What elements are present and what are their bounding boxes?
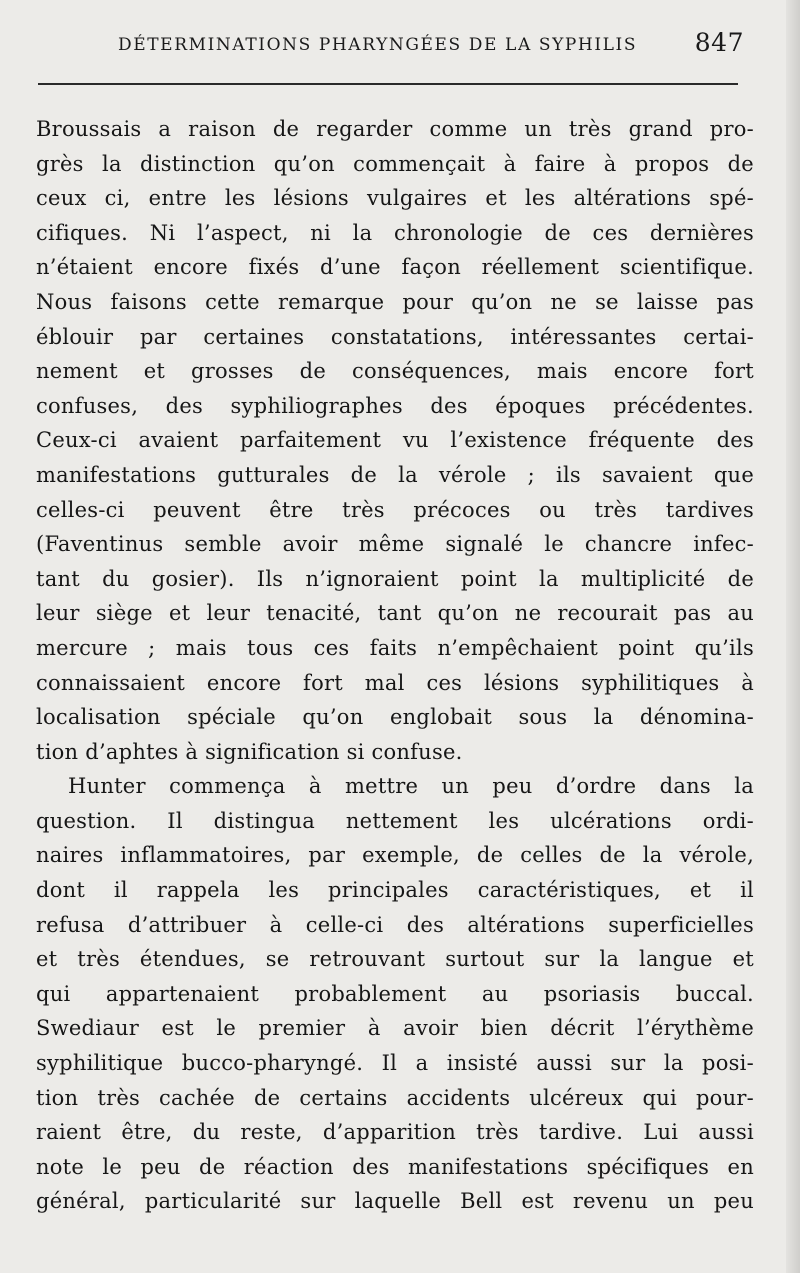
text-line: et très étendues, se retrouvant surtout sur la langue et (36, 947, 754, 972)
text-line: naires inflammatoires, par exemple, de celles de la vérole, (36, 843, 754, 868)
text-line: n’étaient encore fixés d’une façon réellement scientifique. (36, 255, 754, 280)
page-number: 847 (694, 28, 744, 57)
text-line: tion très cachée de certains accidents ulcéreux qui pour- (36, 1085, 754, 1110)
text-line: localisation spéciale qu’on englobait sous la dénomina- (36, 705, 754, 730)
text-line: confuses, des syphiliographes des époques précédentes. (36, 393, 754, 418)
text-line: dont il rappela les principales caractéristiques, et il (36, 878, 754, 903)
page-edge-shadow (786, 0, 800, 1273)
text-line: connaissaient encore fort mal ces lésions syphilitiques à (36, 670, 754, 695)
text-line: Hunter commença à mettre un peu d’ordre dans la (68, 774, 754, 799)
text-line: leur siège et leur tenacité, tant qu’on ne recourait pas au (36, 601, 754, 626)
text-line: manifestations gutturales de la vérole ; ils savaient que (36, 462, 754, 487)
text-line: ceux ci, entre les lésions vulgaires et les altérations spé- (36, 186, 754, 211)
text-line: général, particularité sur laquelle Bell est revenu un peu (36, 1189, 754, 1214)
text-line: syphilitique bucco-pharyngé. Il a insisté aussi sur la posi- (36, 1051, 754, 1076)
header-rule (38, 83, 738, 85)
text-line: tant du gosier). Ils n’ignoraient point la multiplicité de (36, 566, 754, 591)
text-line: cifiques. Ni l’aspect, ni la chronologie de ces dernières (36, 220, 754, 245)
text-line: refusa d’attribuer à celle-ci des altérations superficielles (36, 912, 754, 937)
text-line: raient être, du reste, d’apparition très tardive. Lui aussi (36, 1120, 754, 1145)
text-line: celles-ci peuvent être très précoces ou très tardives (36, 497, 754, 522)
text-line: tion d’aphtes à signification si confuse. (36, 739, 463, 764)
page-header (38, 30, 744, 64)
text-line: (Faventinus semble avoir même signalé le chancre infec- (36, 532, 754, 557)
text-line: Nous faisons cette remarque pour qu’on ne se laisse pas (36, 289, 754, 314)
text-line: Swediaur est le premier à avoir bien décrit l’érythème (36, 1016, 754, 1041)
text-line: question. Il distingua nettement les ulcérations ordi- (36, 808, 754, 833)
running-title: DÉTERMINATIONS PHARYNGÉES DE LA SYPHILIS (118, 35, 638, 55)
text-line: éblouir par certaines constatations, intéressantes certai- (36, 324, 754, 349)
text-line: qui appartenaient probablement au psoriasis buccal. (36, 981, 754, 1006)
text-line: grès la distinction qu’on commençait à faire à propos de (36, 151, 754, 176)
text-line: note le peu de réaction des manifestations spécifiques en (36, 1154, 754, 1179)
body-text (36, 112, 754, 1219)
text-line: mercure ; mais tous ces faits n’empêchaient point qu’ils (36, 635, 754, 660)
text-line: nement et grosses de conséquences, mais encore fort (36, 359, 754, 384)
text-line: Ceux-ci avaient parfaitement vu l’existence fréquente des (36, 428, 754, 453)
text-line: Broussais a raison de regarder comme un très grand pro- (36, 117, 754, 141)
